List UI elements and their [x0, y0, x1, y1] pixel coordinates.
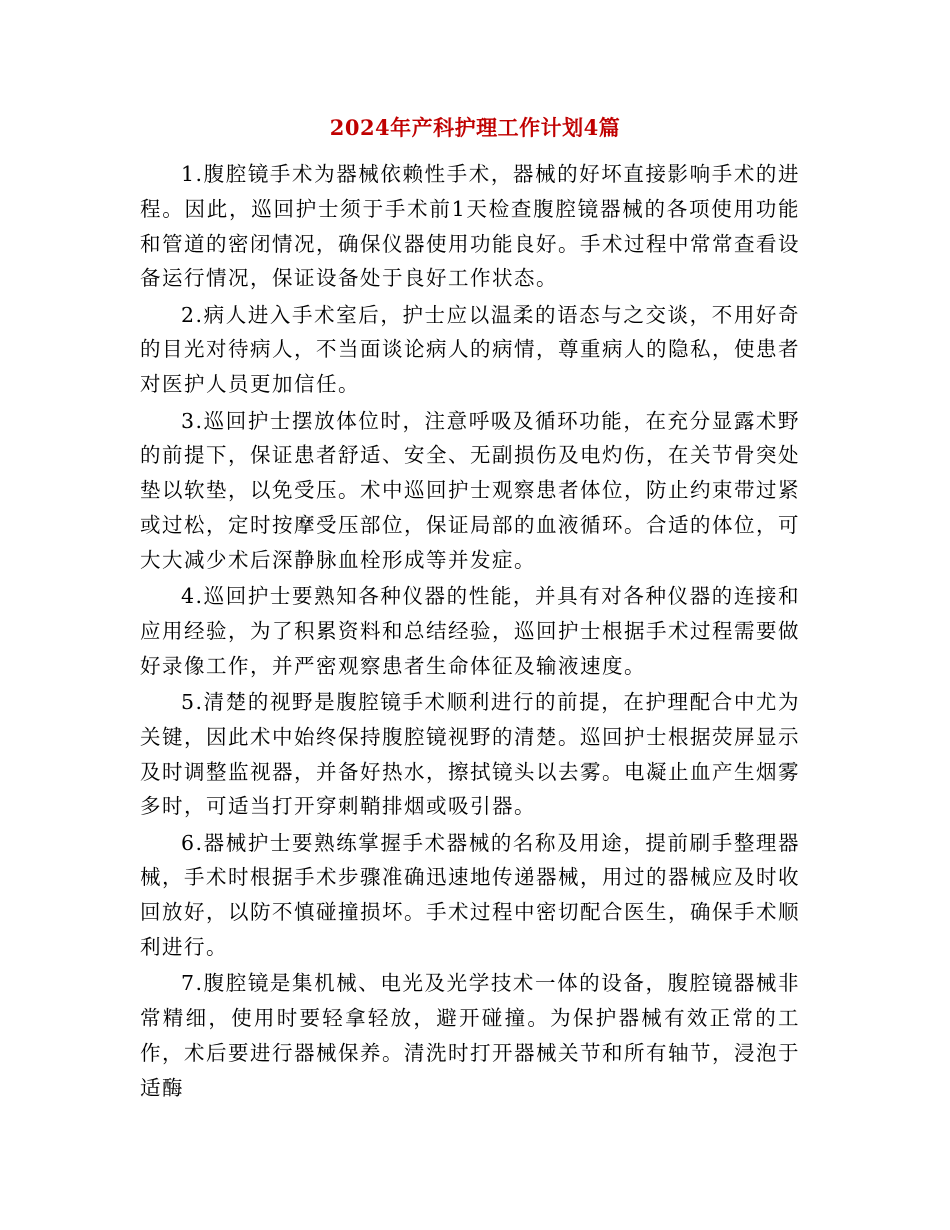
paragraph-3: 3.巡回护士摆放体位时，注意呼吸及循环功能，在充分显露术野的前提下，保证患者舒适、安全、无副损伤及电灼伤，在关节骨突处垫以软垫，以免受压。术中巡回护士观察患者体位，防止约束带过紧或过松，定时按摩受压部位，保证局部的血液循环。合适的体位，可大大减少术后深静脉血栓形成等并发症。: [140, 408, 800, 572]
document-body: [140, 157, 800, 1107]
document-title: 2024年产科护理工作计划4篇: [329, 115, 621, 140]
paragraph-4: 4.巡回护士要熟知各种仪器的性能，并具有对各种仪器的连接和应用经验，为了积累资料和总结经验，巡回护士根据手术过程需要做好录像工作，并严密观察患者生命体征及输液速度。: [140, 584, 800, 678]
paragraph-6: 6.器械护士要熟练掌握手术器械的名称及用途，提前刷手整理器械，手术时根据手术步骤准确迅速地传递器械，用过的器械应及时收回放好，以防不慎碰撞损坏。手术过程中密切配合医生，确保手术顺利进行。: [140, 830, 800, 960]
paragraph-1: 1.腹腔镜手术为器械依赖性手术，器械的好坏直接影响手术的进程。因此，巡回护士须于手术前1天检查腹腔镜器械的各项使用功能和管道的密闭情况，确保仪器使用功能良好。手术过程中常常查看设备运行情况，保证设备处于良好工作状态。: [140, 162, 800, 291]
paragraph-2: 2.病人进入手术室后，护士应以温柔的语态与之交谈，不用好奇的目光对待病人，不当面谈论病人的病情，尊重病人的隐私，使患者对医护人员更加信任。: [140, 302, 800, 397]
paragraph-7: 7.腹腔镜是集机械、电光及光学技术一体的设备，腹腔镜器械非常精细，使用时要轻拿轻放，避开碰撞。为保护器械有效正常的工作，术后要进行器械保养。清洗时打开器械关节和所有轴节，浸泡于适酶: [140, 971, 800, 1100]
paragraph-5: 5.清楚的视野是腹腔镜手术顺利进行的前提，在护理配合中尤为关键，因此术中始终保持腹腔镜视野的清楚。巡回护士根据荧屏显示及时调整监视器，并备好热水，擦拭镜头以去雾。电凝止血产生烟雾多时，可适当打开穿刺鞘排烟或吸引器。: [140, 689, 800, 819]
